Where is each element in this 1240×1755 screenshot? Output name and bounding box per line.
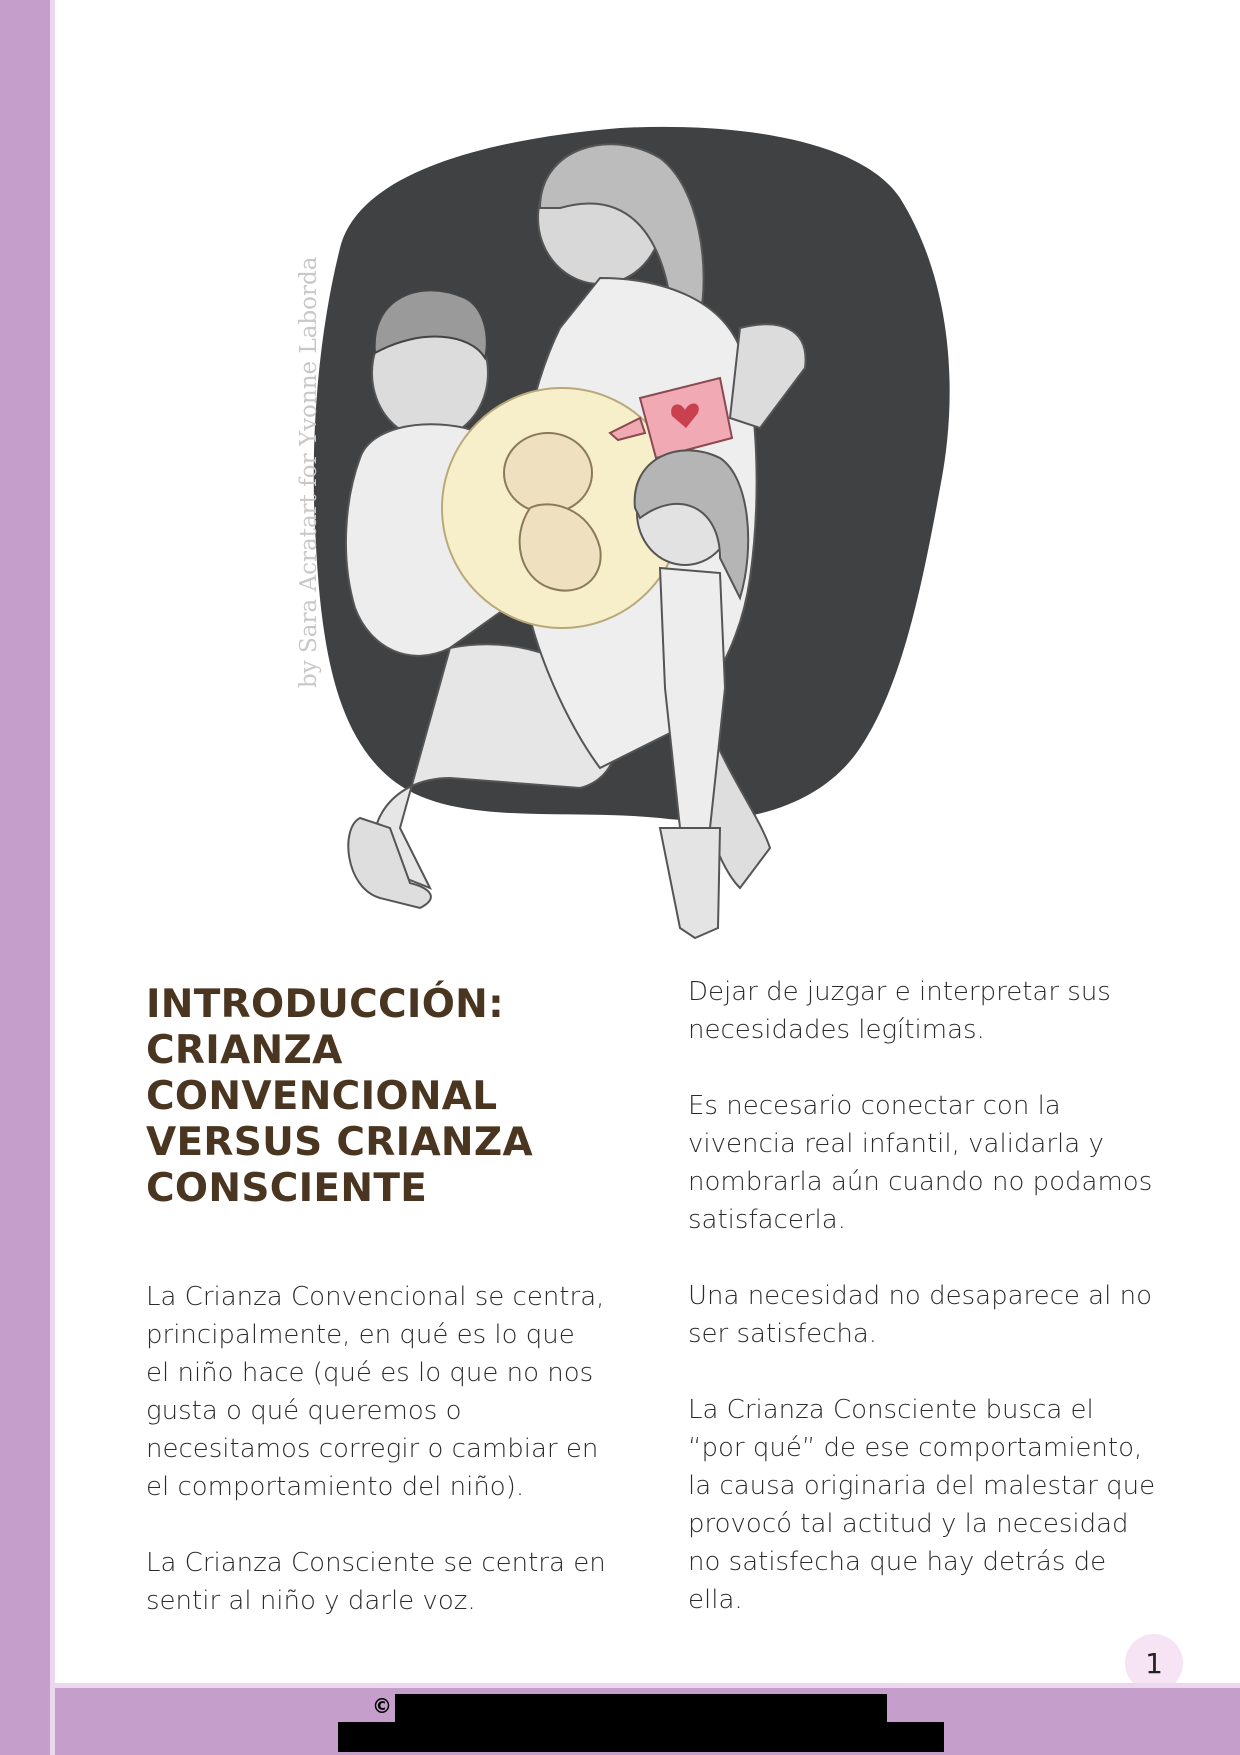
paragraph-why: La Crianza Consciente busca el “por qué” de ese comportamiento, la causa originaria del malestar que provocó tal actitud y la necesidad no satisfecha que hay detrás de ella. — [688, 1395, 1156, 1615]
paragraph-stop-judging: Dejar de juzgar e interpretar sus necesidades legítimas. — [688, 977, 1111, 1045]
paragraph-conventional: La Crianza Convencional se centra, principalmente, en qué es lo que el niño hace (qué es lo que no nos gusta o qué queremos o necesitamos corregir o cambiar en el comportamiento del niño). — [146, 1282, 605, 1502]
left-column — [146, 1278, 606, 1658]
title-line-4: VERSUS CRIANZA — [146, 1120, 533, 1165]
left-stripe-edge — [50, 0, 55, 1755]
title-line-5: CONSCIENTE — [146, 1166, 428, 1211]
title-line-2: CRIANZA — [146, 1028, 343, 1073]
page-title — [146, 982, 586, 1212]
family-illustration — [296, 128, 980, 958]
paragraph-connect: Es necesario conectar con la vivencia real infantil, validarla y nombrarla aún cuando no podamos satisfacerla. — [688, 1091, 1153, 1235]
page-number: 1 — [1145, 1646, 1163, 1680]
title-line-3: CONVENCIONAL — [146, 1074, 498, 1119]
copyright-symbol: © — [372, 1694, 392, 1718]
left-decorative-stripe — [0, 0, 50, 1755]
redacted-block — [338, 1722, 944, 1752]
paragraph-conscious: La Crianza Consciente se centra en sentir al niño y darle voz. — [146, 1548, 606, 1616]
right-column — [688, 973, 1158, 1657]
illustration-credit: by Sara Acratart for Yvonne Laborda — [296, 256, 322, 688]
paragraph-need: Una necesidad no desaparece al no ser satisfecha. — [688, 1281, 1152, 1349]
redacted-block — [395, 1694, 887, 1724]
title-line-1: INTRODUCCIÓN: — [146, 982, 505, 1027]
